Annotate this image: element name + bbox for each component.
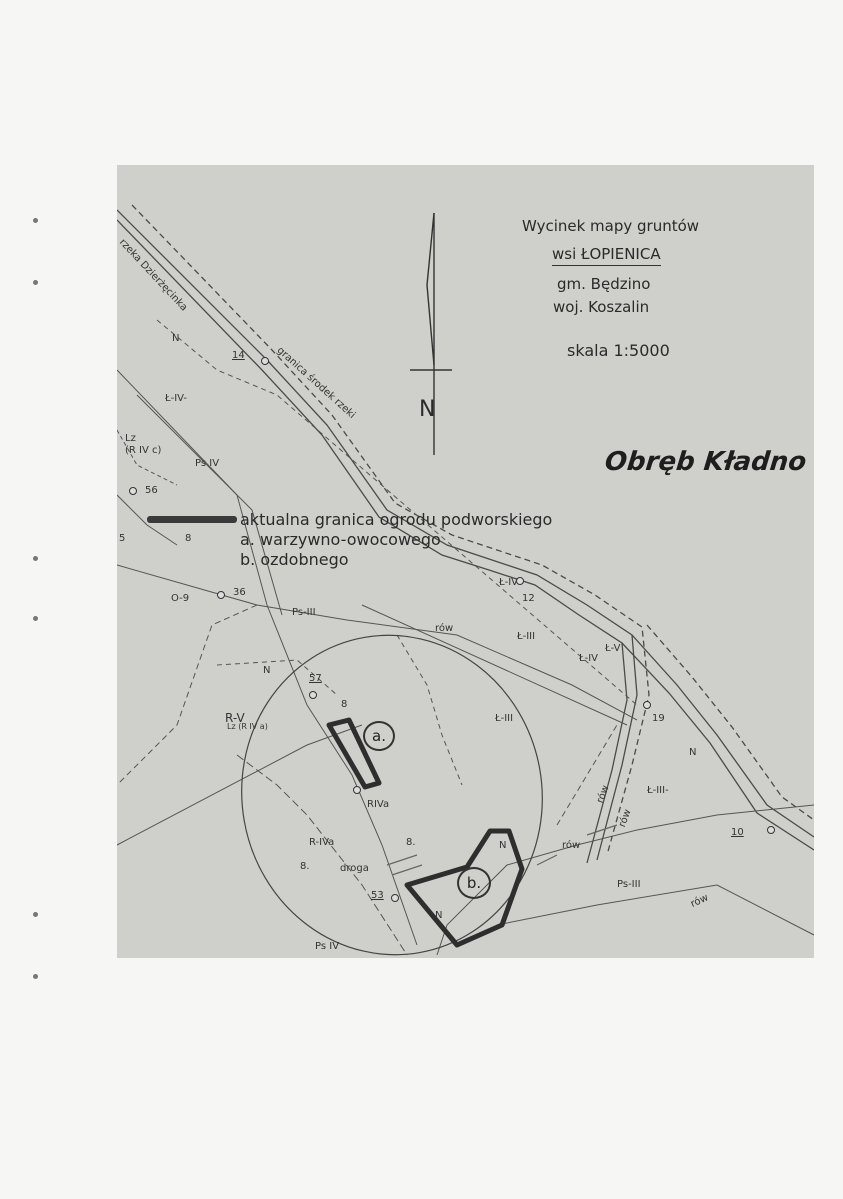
map-label: N xyxy=(435,910,443,921)
river-label: rzeka Dzierżęcinka xyxy=(117,237,190,314)
map-label: 19 xyxy=(652,713,665,724)
map-label: 56 xyxy=(145,485,158,496)
map-title-commune: gm. Będzino xyxy=(557,275,651,293)
map-label: rów xyxy=(617,807,634,829)
map-label: N xyxy=(689,747,697,758)
border-label: granica środek rzeki xyxy=(274,345,358,421)
north-label: N xyxy=(419,397,436,422)
map-label: 36 xyxy=(233,587,246,598)
map-label: 57 xyxy=(309,673,322,684)
map-label: R-IVa xyxy=(309,837,335,848)
map-label: N xyxy=(499,840,507,851)
map-label: 10 xyxy=(731,827,744,838)
margin-mark xyxy=(33,974,38,979)
map-label: Ł-III xyxy=(517,631,536,642)
map-label: Ps-III xyxy=(292,607,316,618)
map-label: R-V xyxy=(225,711,245,725)
map-label: Lz (R IV a) xyxy=(227,722,268,731)
map-label: N xyxy=(172,333,180,344)
map-label: 8. xyxy=(300,861,310,872)
map-label: Ps IV xyxy=(195,458,220,469)
map-label: 12 xyxy=(522,593,535,604)
map-title-village: wsi ŁOPIENICA xyxy=(552,245,661,266)
map-label: N xyxy=(263,665,271,676)
margin-mark xyxy=(33,218,38,223)
map-label: rów xyxy=(689,892,711,910)
map-label: 53 xyxy=(371,890,384,901)
map-label: (R IV c) xyxy=(125,445,162,456)
legend-line-2: a. warzywno-owocowego xyxy=(240,530,441,549)
map-label: 14 xyxy=(232,350,245,361)
margin-mark xyxy=(33,556,38,561)
legend-boundary-swatch xyxy=(147,516,237,523)
map-label: 8. xyxy=(406,837,416,848)
map-drawing xyxy=(117,165,814,958)
legend-line-1: aktualna granica ogrodu podworskiego xyxy=(240,510,553,529)
map-label: Ł-V xyxy=(605,643,621,654)
map-label: Ł-IV xyxy=(499,577,519,588)
district-name: Obręb Kładno xyxy=(603,447,808,477)
map-label: rów xyxy=(562,840,581,851)
map-label: droga xyxy=(340,863,369,874)
legend-line-3: b. ozdobnego xyxy=(240,550,349,569)
map-title-line1: Wycinek mapy gruntów xyxy=(522,217,700,235)
map-label: Ps IV xyxy=(315,941,340,952)
map-title-voivodeship: woj. Koszalin xyxy=(553,298,650,316)
map-label: 5 xyxy=(119,533,126,544)
garden-a-marker: a. xyxy=(363,721,395,751)
map-excerpt xyxy=(117,165,814,958)
map-label: Ł-III- xyxy=(647,785,669,796)
map-label: O-9 xyxy=(171,593,190,604)
map-label: 8 xyxy=(341,699,348,710)
garden-b-marker: b. xyxy=(457,867,491,899)
map-label: 8 xyxy=(185,533,192,544)
map-label: rów xyxy=(595,783,612,805)
map-label: Ł-IV- xyxy=(165,393,188,404)
margin-mark xyxy=(33,280,38,285)
map-label: rów xyxy=(435,623,454,634)
map-label: Ps-III xyxy=(617,879,641,890)
map-scale: skala 1:5000 xyxy=(567,341,670,360)
map-label: RIVa xyxy=(367,799,390,810)
margin-mark xyxy=(33,616,38,621)
map-label: Ł-IV xyxy=(579,653,599,664)
map-label: Lz xyxy=(125,433,136,444)
margin-mark xyxy=(33,912,38,917)
map-label: Ł-III xyxy=(495,713,514,724)
